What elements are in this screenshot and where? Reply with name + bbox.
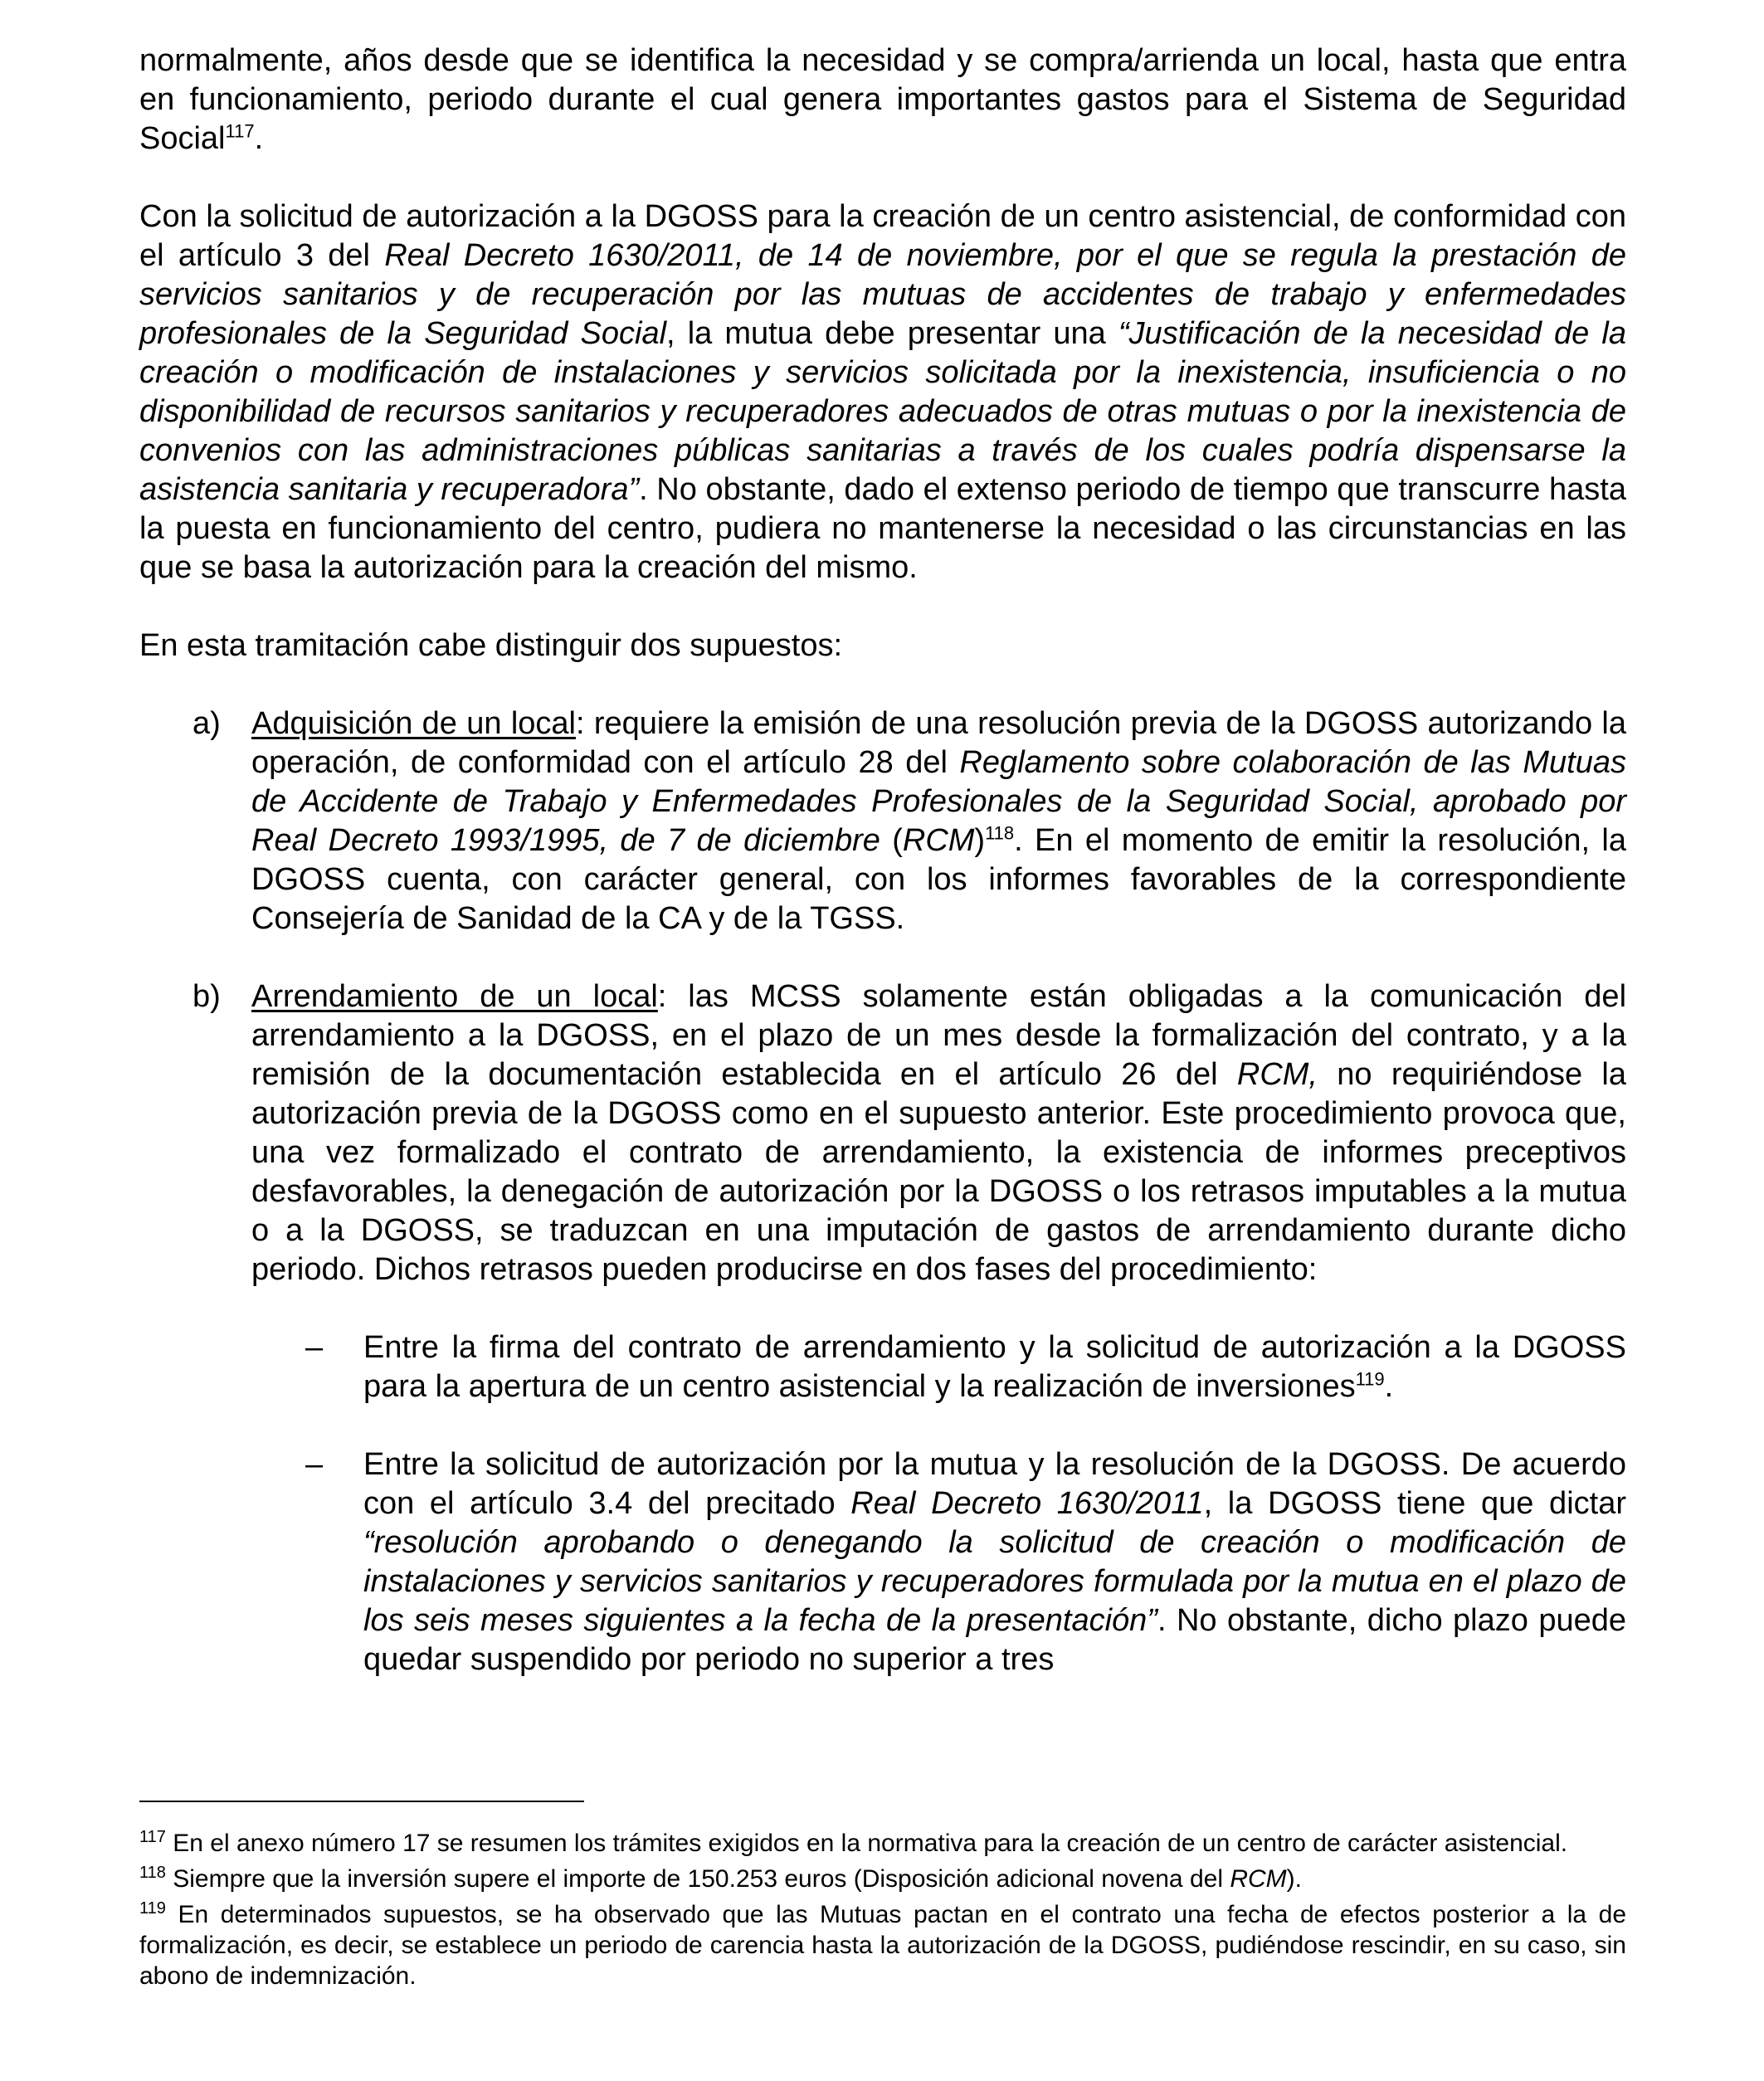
list-marker-a: a) (192, 706, 221, 741)
paragraph-intro: normalmente, años desde que se identifica la necesidad y se compra/arrienda un local, hasta que entra en funcionamiento, periodo durante el cual genera importantes gastos para el Sistema de Seguridad Social$^{117}$. (139, 43, 1626, 156)
list-item-a-title: Adquisición de un local (251, 706, 576, 741)
list-item-b: b) Arrendamiento de un local: las MCSS solamente están obligadas a la comunicación del arrendamiento a la DGOSS, en el plazo de un mes desde la formalización del contrato, y a la remisión de la documentación establecida en el artículo 26 del RCM, no requiriéndose la autorización previa de la DGOSS como en el supuesto anterior. Este procedimiento provoca que, una vez formalizado el contrato de arrendamiento, la existencia de informes preceptivos desfavorables, la denegación de autorización por la DGOSS o los retrasos imputables a la mutua o a la DGOSS, se traduzcan en una imputación de gastos de arrendamiento durante dicho periodo. Dichos retrasos pueden producirse en dos fases del procedimiento: (192, 979, 1627, 1287)
list-marker-b: b) (192, 979, 221, 1014)
footnote-ref-118[interactable]: 118 (985, 822, 1015, 844)
dash-item-1: – Entre la firma del contrato de arrendamiento y la solicitud de autorización a la DGOSS para la apertura de un centro asistencial y la realización de inversiones$^{119}$. (305, 1330, 1626, 1404)
footnote-ref-119[interactable]: 119 (1355, 1368, 1385, 1390)
footnote-118: $^{118}$ Siempre que la inversión supere el importe de 150.253 euros (Disposición adicional novena del RCM). (139, 1864, 1302, 1893)
body-text (139, 41, 1626, 1679)
paragraph-authorization: Con la solicitud de autorización a la DGOSS para la creación de un centro asistencial, de conformidad con el artículo 3 del Real Decreto 1630/2011, de 14 de noviembre, por el que se regula la prestación de servicios sanitarios y de recuperación por las mutuas de accidentes de trabajo y enfermedades profesionales de la Seguridad Social, la mutua debe presentar una “Justificación de la necesidad de la creación o modificación de instalaciones y servicios solicitada por la inexistencia, insuficiencia o no disponibilidad de recursos sanitarios y recuperadores adecuados de otras mutuas o por la inexistencia de convenios con las administraciones públicas sanitarias a través de los cuales podría dispensarse la asistencia sanitaria y recuperadora”. No obstante, dado el extenso periodo de tiempo que transcurre hasta la puesta en funcionamiento del centro, pudiera no mantenerse la necesidad o las circunstancias en las que se basa la autorización para la creación del mismo. (139, 199, 1627, 585)
footnotes (139, 1828, 1626, 1996)
dash-item-2: – Entre la solicitud de autorización por la mutua y la resolución de la DGOSS. De acuerdo con el artículo 3.4 del precitado Real Decreto 1630/2011, la DGOSS tiene que dictar “resolución aprobando o denegando la solicitud de creación o modificación de instalaciones y servicios sanitarios y recuperadores formulada por la mutua en el plazo de los seis meses siguientes a la fecha de la presentación”. No obstante, dicho plazo puede quedar suspendido por periodo no superior a tres (305, 1447, 1626, 1677)
dash-marker-2: – (305, 1447, 324, 1482)
footnote-117: $^{117}$ En el anexo número 17 se resumen los trámites exigidos en la normativa para la creación de un centro de carácter asistencial. (139, 1828, 1568, 1857)
dash-marker-1: – (305, 1330, 324, 1365)
footnote-119: $^{119}$ En determinados supuestos, se ha observado que las Mutuas pactan en el contrato una fecha de efectos posterior a la de formalización, es decir, se establece un periodo de carencia hasta la autorización de la DGOSS, pudiéndose rescindir, en su caso, sin abono de indemnización. (139, 1899, 1626, 1990)
list-item-b-title: Arrendamiento de un local (251, 979, 658, 1014)
paragraph-cases-intro: En esta tramitación cabe distinguir dos supuestos: (139, 628, 843, 663)
list-item-a: a) Adquisición de un local: requiere la emisión de una resolución previa de la DGOSS autorizando la operación, de conformidad con el artículo 28 del Reglamento sobre colaboración de las Mutuas de Accidente de Trabajo y Enfermedades Profesionales de la Seguridad Social, aprobado por Real Decreto 1993/1995, de 7 de diciembre (RCM)$^{118}$. En el momento de emitir la resolución, la DGOSS cuenta, con carácter general, con los informes favorables de la correspondiente Consejería de Sanidad de la CA y de la TGSS. (192, 706, 1627, 936)
footnote-ref-117[interactable]: 117 (225, 120, 255, 142)
footnote-separator (139, 1801, 584, 1802)
